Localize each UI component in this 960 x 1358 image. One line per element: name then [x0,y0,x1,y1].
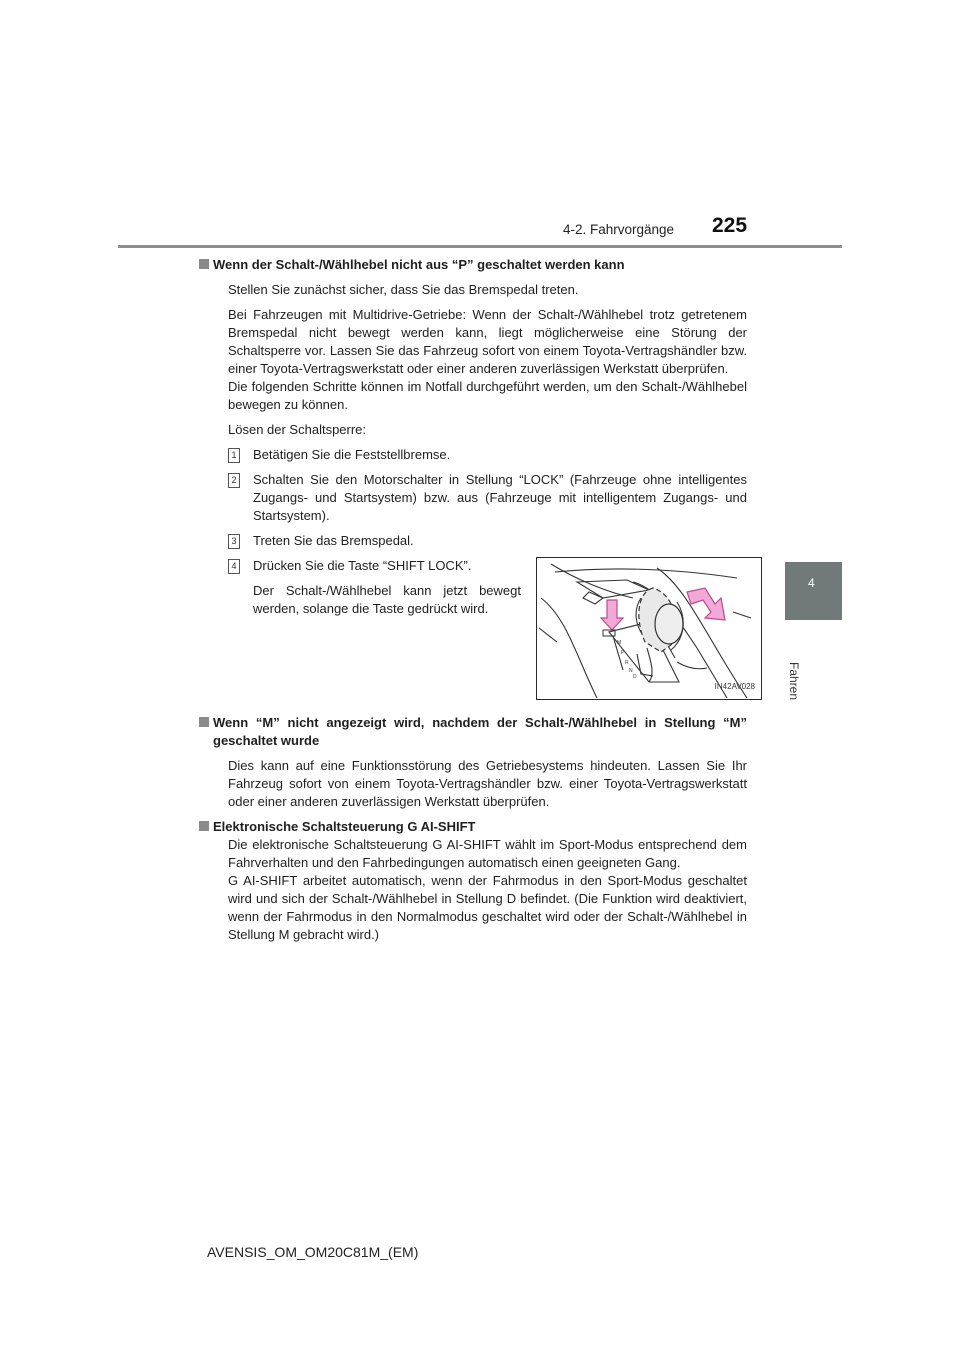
paragraph: G AI-SHIFT arbeitet automatisch, wenn der Fahrmodus in den Sport-Modus geschaltet wird und sich der Schalt-/Wählhebel in Stellung D befindet. (Die Funktion wird deaktiviert, wenn der Fahrmodus in den Normalmodus geschaltet wird oder der Schalt-/Wählhebel in Stellung M gebracht wird.) [228,873,747,942]
step-number: 1 [228,448,240,463]
svg-text:N: N [629,668,633,674]
section-title: 4-2. Fahrvorgänge [563,222,675,237]
shift-lock-illustration [536,557,762,700]
paragraph: Der Schalt-/Wählhebel kann jetzt bewegt werden, solange die Taste gedrückt wird. [253,583,521,616]
section-heading: Wenn der Schalt-/Wählhebel nicht aus “P” geschaltet werden kann [199,256,747,274]
section-heading: Wenn “M” nicht angezeigt wird, nachdem der Schalt-/Wählhebel in Stellung “M” geschaltet wurde [199,714,747,750]
step-item: 3 Treten Sie das Bremspedal. [228,532,747,550]
paragraph: Die folgenden Schritte können im Notfall durchgeführt werden, um den Schalt-/Wählhebel bewegen zu können. [228,379,747,412]
svg-text:R: R [625,660,629,666]
chapter-label-tab [785,620,842,708]
step-number: 4 [228,559,240,574]
main-content [213,256,755,944]
paragraph: Dies kann auf eine Funktionsstörung des Getriebesystems hindeuten. Lassen Sie Ihr Fahrzeug sofort von einem Toyota-Vertragshändler bzw. einer Toyota-Vertragswerkstatt oder einer anderen zuverlässigen Werkstatt überprüfen. [228,758,747,809]
step-item: 2 Schalten Sie den Motorschalter in Stellung “LOCK” (Fahrzeuge ohne intelligentes Zugangs- und Startsystem) bzw. aus (Fahrzeuge mit intelligentem Zugangs- und Startsystem). [228,471,747,525]
paragraph: Die elektronische Schaltsteuerung G AI-SHIFT wählt im Sport-Modus entsprechend dem Fahrverhalten und den Fahrbedingungen automatisch einen geeigneten Gang. [228,837,747,870]
paragraph: Stellen Sie zunächst sicher, dass Sie das Bremspedal treten. [228,282,579,297]
svg-text:P: P [621,650,625,656]
step-item: 4 Drücken Sie die Taste “SHIFT LOCK”. Der Schalt-/Wählhebel kann jetzt bewegt werden, solange die Taste gedrückt wird. [228,557,521,618]
move-arrow-icon [687,588,725,620]
figure-code: IN42AV028 [714,682,755,691]
chapter-label: Fahren [787,662,801,701]
paragraph: Lösen der Schaltsperre: [228,422,367,437]
square-bullet-icon [199,717,209,727]
chapter-number: 4 [808,576,815,590]
press-arrow-icon [601,600,623,630]
square-bullet-icon [199,821,209,831]
paragraph: Bei Fahrzeugen mit Multidrive-Getriebe: Wenn der Schalt-/Wählhebel trotz getretenem Bremspedal nicht bewegt werden kann, liegt möglicherweise eine Störung der Schaltsperre vor. Lassen Sie das Fahrzeug sofort von einem Toyota-Vertragshändler bzw. einer Toyota-Vertragswerkstatt oder einer anderen zuverlässigen Werkstatt überprüfen. [228,307,747,376]
page-number: 225 [712,214,748,237]
square-bullet-icon [199,259,209,269]
svg-text:D: D [633,674,637,680]
document-code: AVENSIS_OM_OM20C81M_(EM) [207,1244,419,1260]
step-item: 1 Betätigen Sie die Feststellbremse. [228,446,747,464]
step-number: 3 [228,534,240,549]
step-number: 2 [228,473,240,488]
svg-text:M: M [617,640,622,646]
section-heading: Elektronische Schaltsteuerung G AI-SHIFT [199,818,747,836]
header-rule [118,245,842,248]
chapter-tab[interactable] [785,562,842,620]
